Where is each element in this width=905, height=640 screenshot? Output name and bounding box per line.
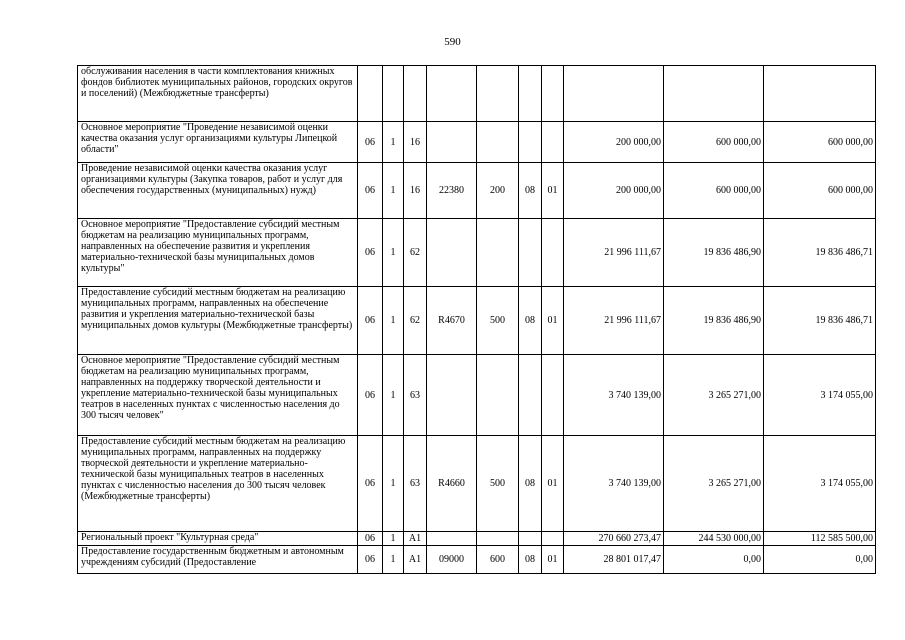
cell-direction bbox=[427, 66, 477, 122]
cell-subsection: 01 bbox=[542, 287, 564, 355]
cell-gp: 06 bbox=[358, 546, 383, 574]
cell-direction: 09000 bbox=[427, 546, 477, 574]
cell-gp: 06 bbox=[358, 163, 383, 219]
cell-om: A1 bbox=[404, 532, 427, 546]
cell-section: 08 bbox=[519, 163, 542, 219]
cell-pgp: 1 bbox=[383, 163, 404, 219]
budget-table bbox=[77, 65, 876, 574]
table-row bbox=[78, 122, 876, 163]
cell-subsection: 01 bbox=[542, 163, 564, 219]
table-row bbox=[78, 287, 876, 355]
cell-section bbox=[519, 66, 542, 122]
cell-om: 62 bbox=[404, 219, 427, 287]
cell-amount-2: 0,00 bbox=[664, 546, 764, 574]
table-row bbox=[78, 66, 876, 122]
cell-subsection bbox=[542, 355, 564, 436]
row-name: Основное мероприятие "Предоставление субсидий местным бюджетам на реализацию муниципальных программ, направленных на обеспечение развития и укрепления материально-технической базы муниципальных домов культуры" bbox=[78, 219, 358, 287]
cell-pgp: 1 bbox=[383, 287, 404, 355]
cell-amount-1: 3 740 139,00 bbox=[564, 355, 664, 436]
cell-direction bbox=[427, 532, 477, 546]
cell-amount-1: 21 996 111,67 bbox=[564, 219, 664, 287]
row-name: Предоставление государственным бюджетным и автономным учреждениям субсидий (Предоставление bbox=[78, 546, 358, 574]
cell-gp: 06 bbox=[358, 532, 383, 546]
cell-gp bbox=[358, 66, 383, 122]
cell-direction: 22380 bbox=[427, 163, 477, 219]
cell-amount-1: 3 740 139,00 bbox=[564, 436, 664, 532]
cell-amount-1: 270 660 273,47 bbox=[564, 532, 664, 546]
cell-subsection bbox=[542, 219, 564, 287]
cell-amount-3: 0,00 bbox=[764, 546, 876, 574]
cell-amount-1: 200 000,00 bbox=[564, 122, 664, 163]
cell-amount-3: 19 836 486,71 bbox=[764, 219, 876, 287]
table-row bbox=[78, 436, 876, 532]
cell-expense-type: 500 bbox=[477, 436, 519, 532]
cell-subsection bbox=[542, 122, 564, 163]
row-name: Основное мероприятие "Проведение независимой оценки качества оказания услуг организациями культуры Липецкой области" bbox=[78, 122, 358, 163]
cell-pgp: 1 bbox=[383, 122, 404, 163]
table-row bbox=[78, 546, 876, 574]
cell-expense-type: 500 bbox=[477, 287, 519, 355]
cell-section: 08 bbox=[519, 287, 542, 355]
cell-amount-2 bbox=[664, 66, 764, 122]
cell-gp: 06 bbox=[358, 287, 383, 355]
cell-amount-2: 244 530 000,00 bbox=[664, 532, 764, 546]
cell-expense-type bbox=[477, 219, 519, 287]
cell-subsection: 01 bbox=[542, 436, 564, 532]
cell-gp: 06 bbox=[358, 122, 383, 163]
cell-amount-3: 19 836 486,71 bbox=[764, 287, 876, 355]
cell-om: 63 bbox=[404, 436, 427, 532]
cell-amount-1: 21 996 111,67 bbox=[564, 287, 664, 355]
table-row bbox=[78, 355, 876, 436]
cell-gp: 06 bbox=[358, 436, 383, 532]
cell-section bbox=[519, 122, 542, 163]
page-number: 590 bbox=[444, 36, 461, 48]
cell-section: 08 bbox=[519, 436, 542, 532]
table-row bbox=[78, 163, 876, 219]
cell-amount-3: 3 174 055,00 bbox=[764, 355, 876, 436]
cell-pgp: 1 bbox=[383, 546, 404, 574]
cell-amount-2: 3 265 271,00 bbox=[664, 436, 764, 532]
cell-amount-3 bbox=[764, 66, 876, 122]
cell-direction: R4670 bbox=[427, 287, 477, 355]
cell-pgp bbox=[383, 66, 404, 122]
cell-expense-type bbox=[477, 355, 519, 436]
cell-amount-2: 3 265 271,00 bbox=[664, 355, 764, 436]
cell-pgp: 1 bbox=[383, 436, 404, 532]
table-row bbox=[78, 532, 876, 546]
cell-pgp: 1 bbox=[383, 355, 404, 436]
cell-om: 16 bbox=[404, 163, 427, 219]
cell-subsection: 01 bbox=[542, 546, 564, 574]
cell-pgp: 1 bbox=[383, 532, 404, 546]
cell-amount-1: 28 801 017,47 bbox=[564, 546, 664, 574]
cell-expense-type bbox=[477, 532, 519, 546]
cell-section: 08 bbox=[519, 546, 542, 574]
cell-expense-type: 200 bbox=[477, 163, 519, 219]
cell-amount-3: 3 174 055,00 bbox=[764, 436, 876, 532]
cell-gp: 06 bbox=[358, 219, 383, 287]
cell-subsection bbox=[542, 66, 564, 122]
cell-amount-2: 19 836 486,90 bbox=[664, 287, 764, 355]
cell-pgp: 1 bbox=[383, 219, 404, 287]
cell-expense-type: 600 bbox=[477, 546, 519, 574]
row-name: Предоставление субсидий местным бюджетам на реализацию муниципальных программ, направленных на обеспечение развития и укрепления материально-технической базы муниципальных домов культуры (Межбюджетные трансферты) bbox=[78, 287, 358, 355]
cell-amount-2: 19 836 486,90 bbox=[664, 219, 764, 287]
cell-om: 63 bbox=[404, 355, 427, 436]
cell-amount-2: 600 000,00 bbox=[664, 163, 764, 219]
cell-amount-1 bbox=[564, 66, 664, 122]
cell-om bbox=[404, 66, 427, 122]
cell-amount-1: 200 000,00 bbox=[564, 163, 664, 219]
cell-section bbox=[519, 355, 542, 436]
row-name: Проведение независимой оценки качества оказания услуг организациями культуры (Закупка товаров, работ и услуг для обеспечения государственных (муниципальных) нужд) bbox=[78, 163, 358, 219]
cell-direction bbox=[427, 219, 477, 287]
cell-om: 16 bbox=[404, 122, 427, 163]
row-name: обслуживания населения в части комплектования книжных фондов библиотек муниципальных районов, городских округов и поселений) (Межбюджетные трансферты) bbox=[78, 66, 358, 122]
cell-om: A1 bbox=[404, 546, 427, 574]
cell-amount-3: 112 585 500,00 bbox=[764, 532, 876, 546]
cell-gp: 06 bbox=[358, 355, 383, 436]
cell-amount-3: 600 000,00 bbox=[764, 122, 876, 163]
cell-amount-3: 600 000,00 bbox=[764, 163, 876, 219]
row-name: Основное мероприятие "Предоставление субсидий местным бюджетам на реализацию муниципальных программ, направленных на поддержку творческой деятельности и укрепление материально-технической базы муниципальных театров в населенных пунктах с численностью населения до 300 тысяч человек" bbox=[78, 355, 358, 436]
cell-expense-type bbox=[477, 122, 519, 163]
cell-om: 62 bbox=[404, 287, 427, 355]
cell-subsection bbox=[542, 532, 564, 546]
table-row bbox=[78, 219, 876, 287]
cell-section bbox=[519, 532, 542, 546]
cell-direction: R4660 bbox=[427, 436, 477, 532]
cell-direction bbox=[427, 122, 477, 163]
row-name: Региональный проект "Культурная среда" bbox=[78, 532, 358, 546]
row-name: Предоставление субсидий местным бюджетам на реализацию муниципальных программ, направленных на поддержку творческой деятельности и укрепление материально-технической базы муниципальных театров в населенных пунктах с численностью населения до 300 тысяч человек (Межбюджетные трансферты) bbox=[78, 436, 358, 532]
cell-amount-2: 600 000,00 bbox=[664, 122, 764, 163]
cell-direction bbox=[427, 355, 477, 436]
cell-expense-type bbox=[477, 66, 519, 122]
cell-section bbox=[519, 219, 542, 287]
